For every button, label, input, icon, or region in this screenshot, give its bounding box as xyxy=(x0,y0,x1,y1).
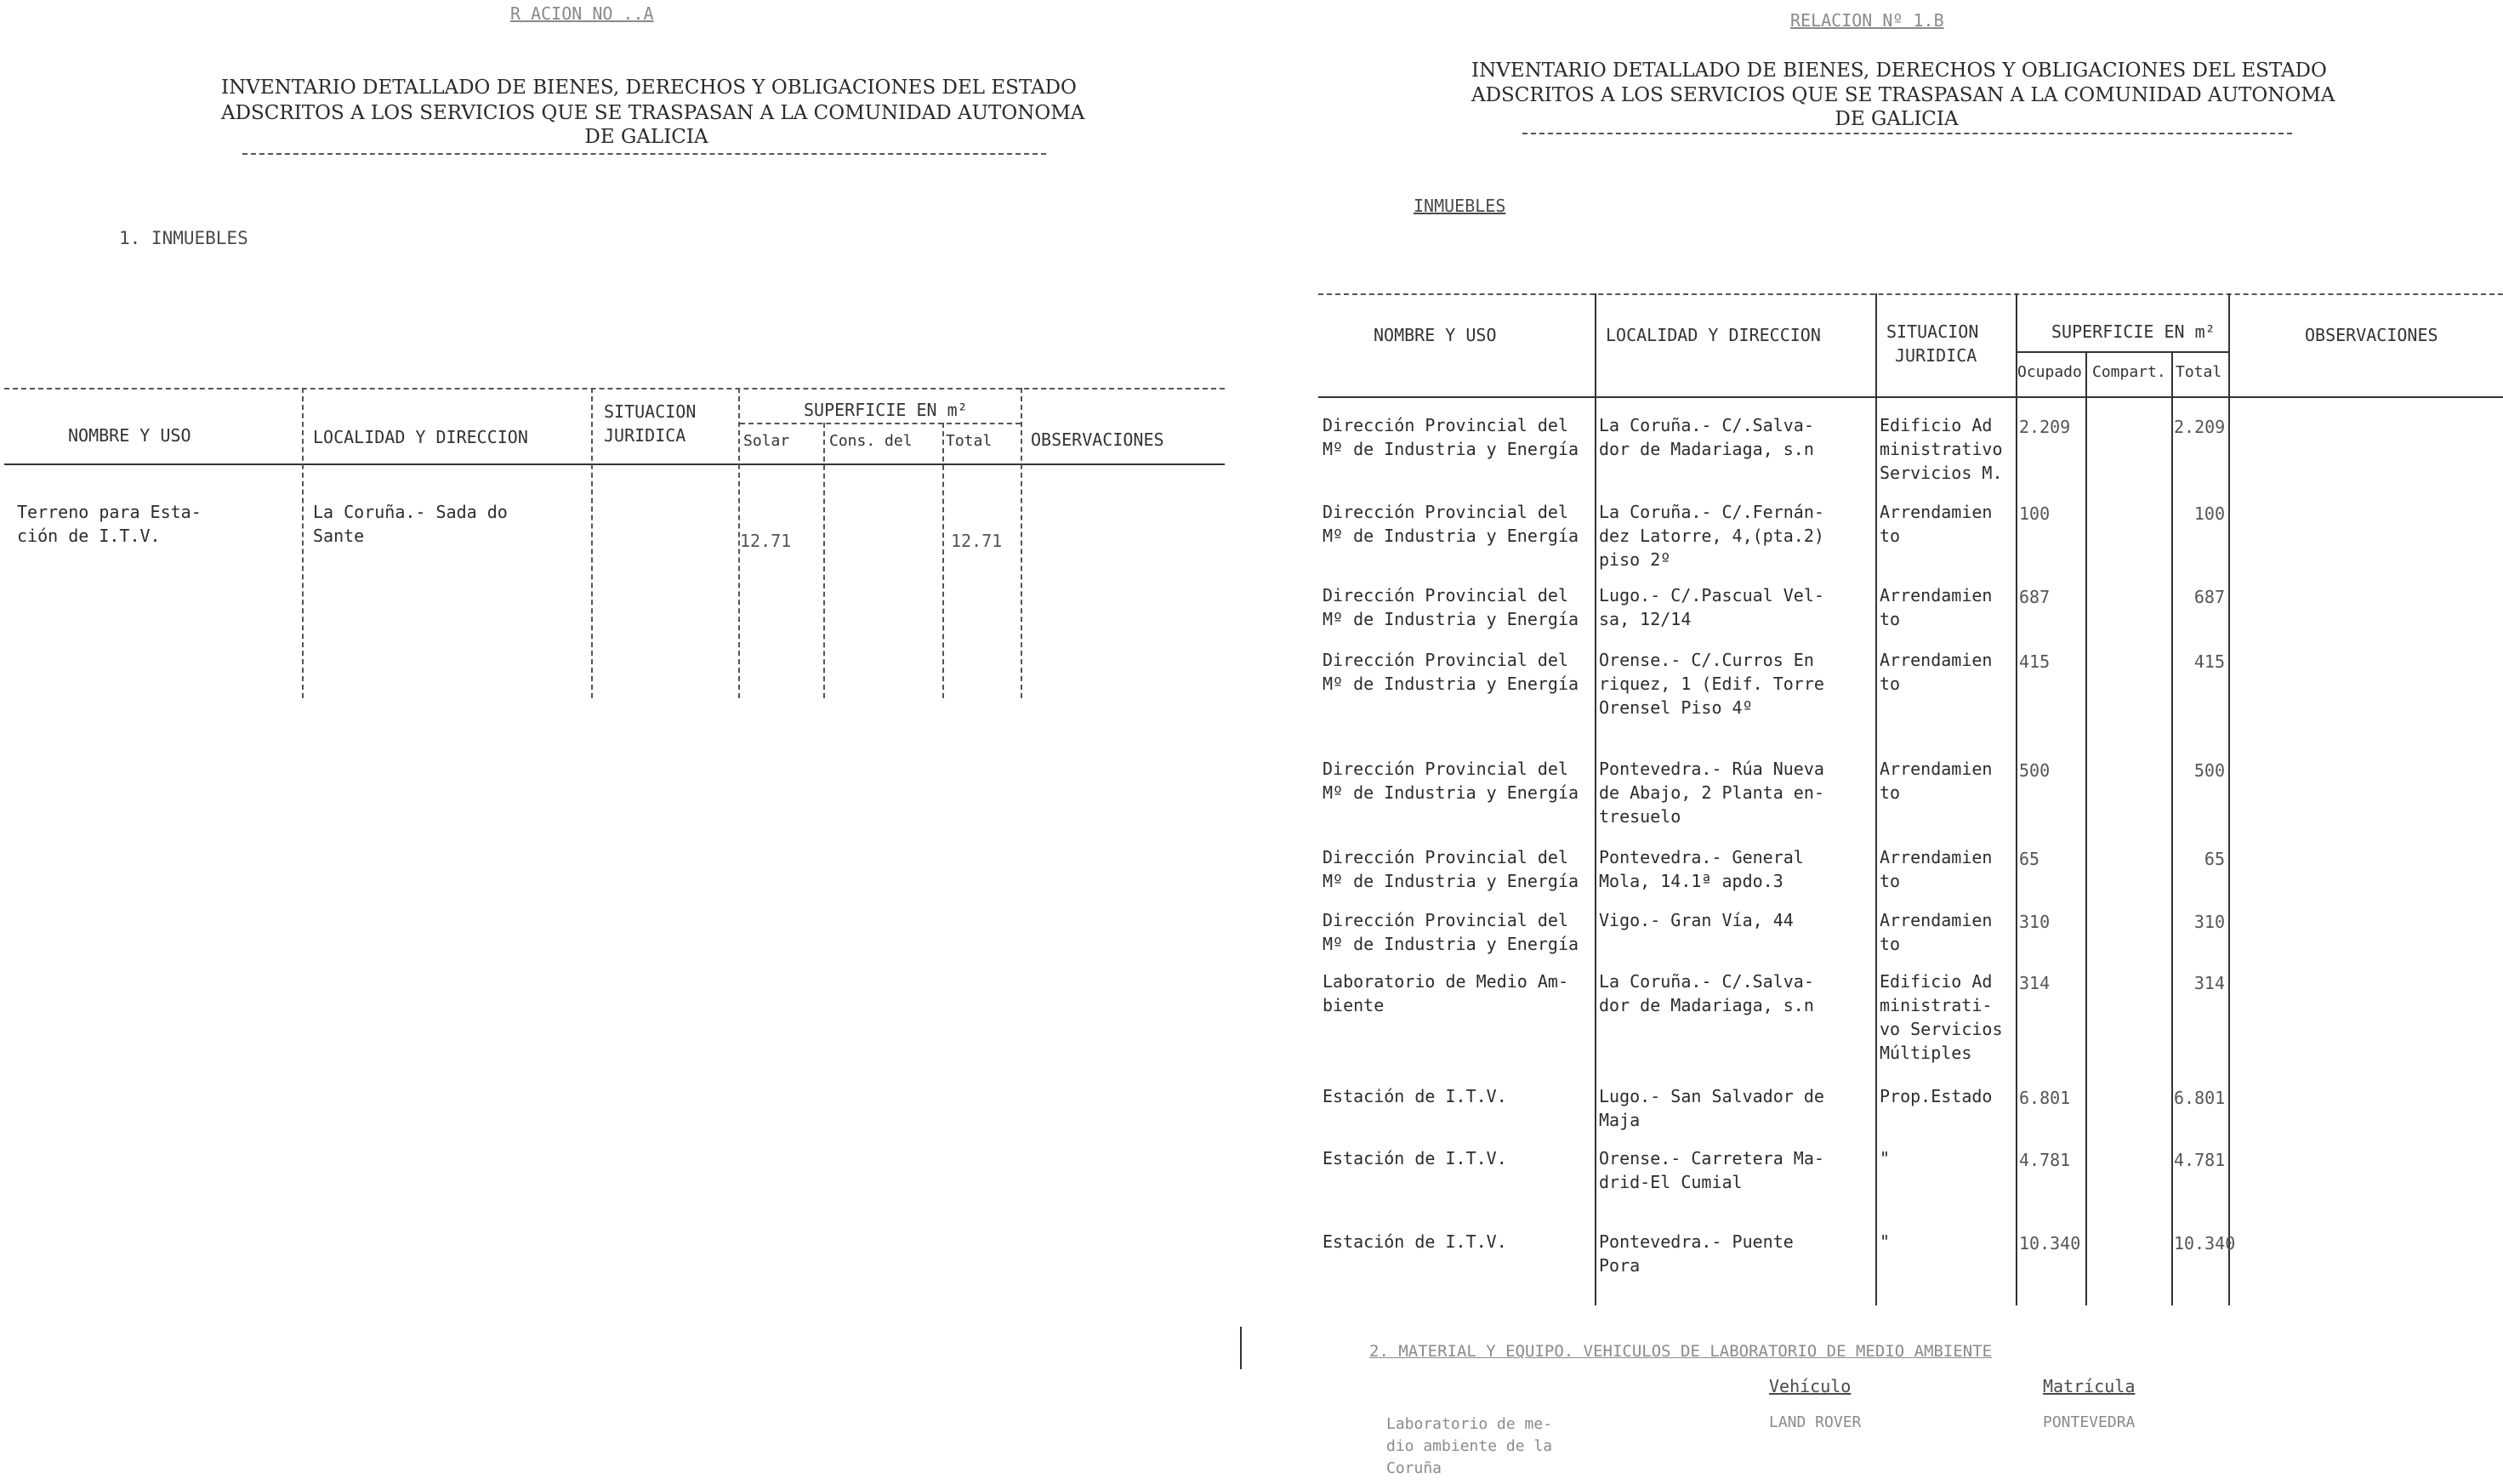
cell-localidad: Pontevedra.- Rúa Nueva xyxy=(1599,759,1824,779)
cell-nombre: Mº de Industria y Energía xyxy=(1323,871,1579,891)
material-vehiculo-value: LAND ROVER xyxy=(1769,1413,1862,1431)
cell-nombre: Laboratorio de Medio Am- xyxy=(1323,971,1568,992)
table-header-rule xyxy=(1318,396,2503,398)
cell-localidad: La Coruña.- C/.Salva- xyxy=(1599,971,1814,992)
cell-localidad: dor de Madariaga, s.n xyxy=(1599,439,1814,459)
cell-situacion: Arrendamien xyxy=(1880,585,1993,606)
cell-nombre: Dirección Provincial del xyxy=(1323,910,1568,930)
col-header-total: Total xyxy=(946,432,993,450)
cell-total: 4.781 xyxy=(2174,1150,2226,1170)
cell-ocupado: 4.781 xyxy=(2019,1150,2071,1170)
col-header-compart: Compart. xyxy=(2092,363,2166,381)
col-divider xyxy=(1021,388,1022,698)
cell-situacion: Edificio Ad xyxy=(1880,415,1993,435)
cell-situacion: " xyxy=(1880,1148,1891,1168)
right-title-line3: DE GALICIA xyxy=(1835,108,1959,130)
left-title-line2: ADSCRITOS A LOS SERVICIOS QUE SE TRASPASAN A LA COMUNIDAD AUTONOMA xyxy=(221,102,1085,124)
cell-total: 65 xyxy=(2204,849,2225,869)
cell-localidad: Maja xyxy=(1599,1110,1641,1130)
cell-total: 500 xyxy=(2193,760,2225,781)
cell-situacion: Arrendamien xyxy=(1880,910,1993,930)
cell-total: 10.340 xyxy=(2174,1233,2236,1254)
cell-localidad: Pontevedra.- Puente xyxy=(1599,1231,1794,1252)
cell-nombre: biente xyxy=(1323,995,1385,1015)
cell-nombre: Mº de Industria y Energía xyxy=(1323,934,1579,954)
cell-situacion: Servicios M. xyxy=(1880,463,2003,483)
col-divider xyxy=(1595,293,1596,1305)
cell-total: 12.71 xyxy=(951,531,1003,551)
cell-nombre: Dirección Provincial del xyxy=(1323,650,1568,670)
cell-localidad: dez Latorre, 4,(pta.2) xyxy=(1599,526,1824,546)
col-divider xyxy=(591,388,593,698)
cell-nombre: Estación de I.T.V. xyxy=(1323,1231,1507,1252)
col-divider xyxy=(2085,351,2087,1305)
cell-localidad: Vigo.- Gran Vía, 44 xyxy=(1599,910,1794,930)
col-header-observaciones: OBSERVACIONES xyxy=(2305,325,2438,345)
cell-nombre: Dirección Provincial del xyxy=(1323,585,1568,606)
col-divider xyxy=(2228,293,2230,1305)
col-header-situacion: SITUACION xyxy=(604,401,697,422)
cell-localidad: La Coruña.- Sada do xyxy=(313,502,508,522)
right-section-title: INMUEBLES xyxy=(1414,196,1506,216)
cell-nombre: Mº de Industria y Energía xyxy=(1323,674,1579,694)
cell-situacion: Múltiples xyxy=(1880,1043,1972,1063)
col-header-superficie: SUPERFICIE EN m² xyxy=(2051,321,2216,342)
cell-situacion: to xyxy=(1880,782,1901,803)
cell-nombre: Estación de I.T.V. xyxy=(1323,1148,1507,1168)
cell-total: 415 xyxy=(2193,651,2225,672)
cell-ocupado: 6.801 xyxy=(2019,1088,2071,1108)
col-header-juridica: JURIDICA xyxy=(1895,345,1977,366)
left-section-title: 1. INMUEBLES xyxy=(119,228,248,248)
right-title-line2: ADSCRITOS A LOS SERVICIOS QUE SE TRASPASAN A LA COMUNIDAD AUTONOMA xyxy=(1471,84,2335,106)
cell-total: 310 xyxy=(2193,912,2225,932)
cell-situacion: Arrendamien xyxy=(1880,847,1993,867)
cell-ocupado: 100 xyxy=(2019,503,2051,524)
cell-situacion: vo Servicios xyxy=(1880,1019,2003,1039)
cell-total: 2.209 xyxy=(2174,417,2226,437)
cell-nombre: Mº de Industria y Energía xyxy=(1323,526,1579,546)
cell-ocupado: 310 xyxy=(2019,912,2051,932)
cell-localidad: tresuelo xyxy=(1599,806,1681,827)
cell-situacion: to xyxy=(1880,674,1901,694)
col-divider xyxy=(302,388,304,698)
col-header-cons: Cons. del xyxy=(829,432,913,450)
cell-ocupado: 314 xyxy=(2019,973,2051,993)
cell-localidad: drid-El Cumial xyxy=(1599,1172,1743,1192)
table-top-rule xyxy=(1318,293,2503,295)
cell-nombre: Dirección Provincial del xyxy=(1323,847,1568,867)
cell-situacion: Arrendamien xyxy=(1880,650,1993,670)
material-item: dio ambiente de la xyxy=(1386,1437,1553,1455)
cell-localidad: Orensel Piso 4º xyxy=(1599,697,1753,718)
table-top-rule xyxy=(4,388,1225,389)
cell-situacion: ministrativo xyxy=(1880,439,2003,459)
cell-localidad: Pontevedra.- General xyxy=(1599,847,1804,867)
col-header-situacion: SITUACION xyxy=(1886,321,1979,342)
col-header-observaciones: OBSERVACIONES xyxy=(1031,429,1164,450)
cell-ocupado: 687 xyxy=(2019,587,2051,607)
cell-localidad: La Coruña.- C/.Fernán- xyxy=(1599,502,1824,522)
col-header-localidad: LOCALIDAD Y DIRECCION xyxy=(1606,325,1821,345)
cell-localidad: de Abajo, 2 Planta en- xyxy=(1599,782,1824,803)
material-col-vehiculo: Vehículo xyxy=(1769,1376,1852,1396)
col-header-solar: Solar xyxy=(743,432,790,450)
cell-situacion: Edificio Ad xyxy=(1880,971,1993,992)
col-header-ocupado: Ocupado xyxy=(2017,363,2082,381)
cell-situacion: Arrendamien xyxy=(1880,759,1993,779)
material-col-matricula: Matrícula xyxy=(2043,1376,2136,1396)
cell-localidad: Orense.- Carretera Ma- xyxy=(1599,1148,1824,1168)
cell-localidad: La Coruña.- C/.Salva- xyxy=(1599,415,1814,435)
cell-nombre: Dirección Provincial del xyxy=(1323,502,1568,522)
cell-localidad: Lugo.- San Salvador de xyxy=(1599,1086,1824,1106)
cell-localidad: Lugo.- C/.Pascual Vel- xyxy=(1599,585,1824,606)
col-divider xyxy=(823,423,825,698)
left-title-underline xyxy=(242,153,1046,155)
cell-situacion: to xyxy=(1880,871,1901,891)
table-header-rule xyxy=(4,463,1225,465)
cell-ocupado: 415 xyxy=(2019,651,2051,672)
cell-localidad: riquez, 1 (Edif. Torre xyxy=(1599,674,1824,694)
material-item: Laboratorio de me- xyxy=(1386,1415,1553,1433)
cell-ocupado: 2.209 xyxy=(2019,417,2071,437)
col-divider xyxy=(2171,351,2173,1305)
right-title-line1: INVENTARIO DETALLADO DE BIENES, DERECHOS Y OBLIGACIONES DEL ESTADO xyxy=(1471,60,2327,82)
left-page xyxy=(0,0,1233,1484)
material-item: Coruña xyxy=(1386,1459,1442,1477)
col-header-nombre: NOMBRE Y USO xyxy=(68,425,191,446)
cell-total: 100 xyxy=(2193,503,2225,524)
cell-situacion: to xyxy=(1880,934,1901,954)
cell-solar: 12.71 xyxy=(740,531,792,551)
cell-nombre: Estación de I.T.V. xyxy=(1323,1086,1507,1106)
col-divider xyxy=(1875,293,1877,1305)
cell-situacion: Prop.Estado xyxy=(1880,1086,1993,1106)
left-title-line3: DE GALICIA xyxy=(584,126,708,148)
cell-nombre: Dirección Provincial del xyxy=(1323,415,1568,435)
cell-localidad: dor de Madariaga, s.n xyxy=(1599,995,1814,1015)
cell-nombre: Terreno para Esta- xyxy=(17,502,202,522)
cell-localidad: Mola, 14.1ª apdo.3 xyxy=(1599,871,1783,891)
cell-nombre: Mº de Industria y Energía xyxy=(1323,782,1579,803)
cell-situacion: " xyxy=(1880,1231,1891,1252)
cell-total: 687 xyxy=(2193,587,2225,607)
col-header-superficie: SUPERFICIE EN m² xyxy=(804,400,968,420)
right-title-underline xyxy=(1522,133,2292,134)
cell-nombre: Mº de Industria y Energía xyxy=(1323,439,1579,459)
cell-ocupado: 500 xyxy=(2019,760,2051,781)
cell-ocupado: 65 xyxy=(2019,849,2040,869)
cell-total: 314 xyxy=(2193,973,2225,993)
right-header-code: RELACION Nº 1.B xyxy=(1790,10,1944,31)
cell-localidad: sa, 12/14 xyxy=(1599,609,1692,629)
col-header-nombre: NOMBRE Y USO xyxy=(1374,325,1497,345)
col-divider xyxy=(942,423,944,698)
col-header-juridica: JURIDICA xyxy=(604,425,686,446)
cell-localidad: piso 2º xyxy=(1599,549,1671,570)
cell-localidad: Sante xyxy=(313,526,365,546)
superficie-rule xyxy=(740,423,1021,424)
right-page xyxy=(1233,0,2503,1484)
cell-nombre: Mº de Industria y Energía xyxy=(1323,609,1579,629)
margin-mark xyxy=(1240,1327,1242,1369)
material-heading: 2. MATERIAL Y EQUIPO. VEHICULOS DE LABORATORIO DE MEDIO AMBIENTE xyxy=(1369,1342,1993,1361)
col-header-localidad: LOCALIDAD Y DIRECCION xyxy=(313,427,528,447)
left-title-line1: INVENTARIO DETALLADO DE BIENES, DERECHOS Y OBLIGACIONES DEL ESTADO xyxy=(221,77,1077,99)
cell-situacion: Arrendamien xyxy=(1880,502,1993,522)
cell-nombre: Dirección Provincial del xyxy=(1323,759,1568,779)
cell-localidad: Orense.- C/.Curros En xyxy=(1599,650,1814,670)
cell-situacion: ministrati- xyxy=(1880,995,1993,1015)
col-divider xyxy=(2016,293,2017,1305)
cell-localidad: Pora xyxy=(1599,1255,1641,1276)
material-matricula-value: PONTEVEDRA xyxy=(2043,1413,2136,1431)
superficie-rule xyxy=(2016,351,2228,353)
col-header-total: Total xyxy=(2176,363,2222,381)
cell-situacion: to xyxy=(1880,526,1901,546)
cell-total: 6.801 xyxy=(2174,1088,2226,1108)
left-header-code: R ACION NO ..A xyxy=(510,3,654,24)
cell-situacion: to xyxy=(1880,609,1901,629)
cell-ocupado: 10.340 xyxy=(2019,1233,2081,1254)
cell-nombre: ción de I.T.V. xyxy=(17,526,161,546)
